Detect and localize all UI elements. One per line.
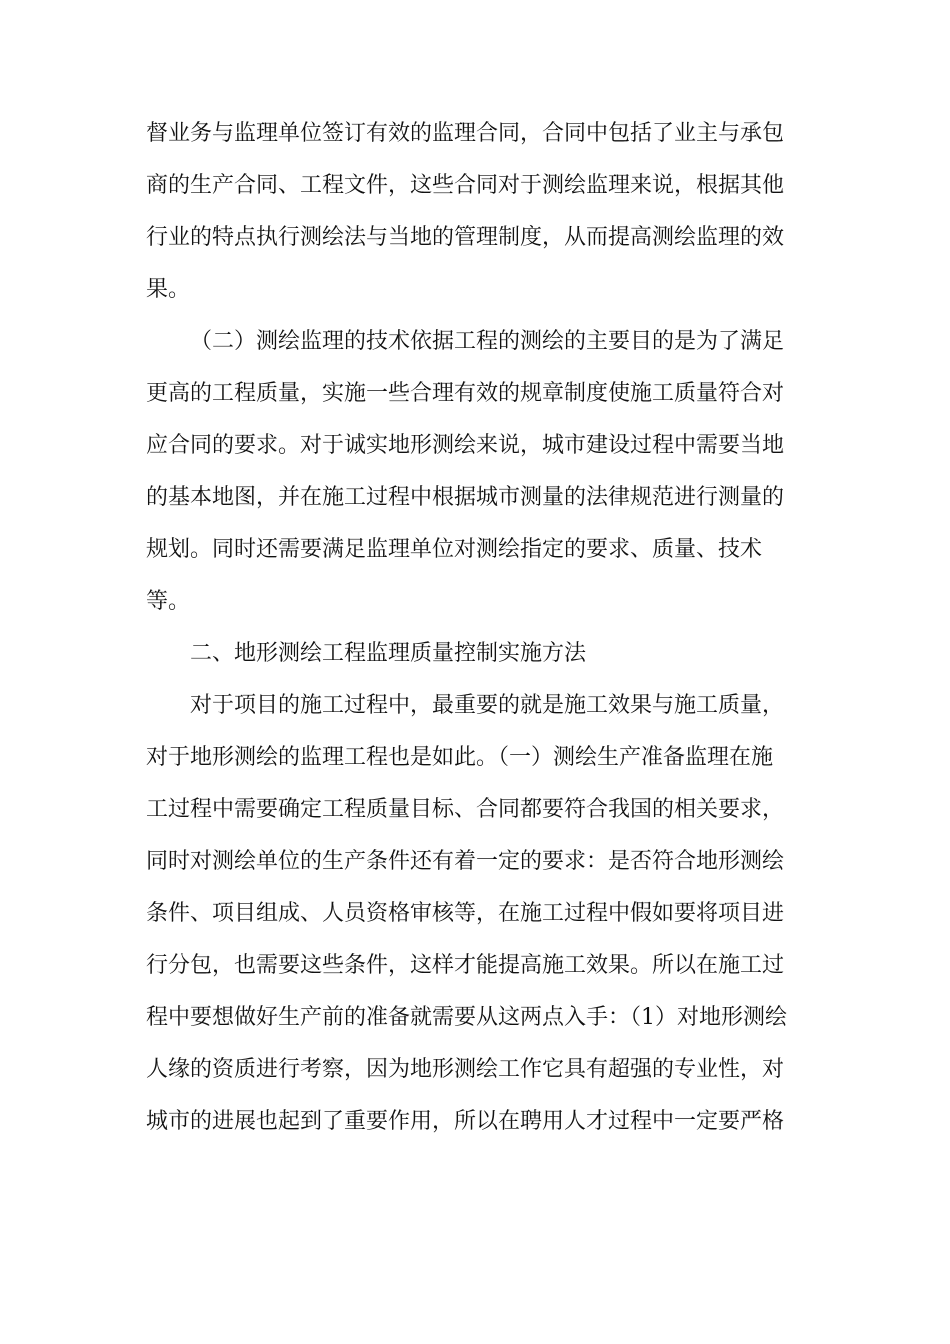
text-line: 城市的进展也起到了重要作用，所以在聘用人才过程中一定要严格 (146, 1109, 785, 1134)
text-line: 行分包，也需要这些条件，这样才能提高施工效果。所以在施工过 (146, 953, 785, 978)
paragraph-start-line: 对于项目的施工过程中，最重要的就是施工效果与施工质量， (190, 693, 785, 718)
section-heading: 二、地形测绘工程监理质量控制实施方法 (190, 641, 587, 666)
text-line: 商的生产合同、工程文件，这些合同对于测绘监理来说，根据其他 (146, 173, 785, 198)
text-line: 更高的工程质量，实施一些合理有效的规章制度使施工质量符合对 (146, 381, 785, 406)
text-line: 等。 (146, 589, 191, 614)
text-line: 工过程中需要确定工程质量目标、合同都要符合我国的相关要求， (146, 797, 785, 822)
text-line: 人缘的资质进行考察，因为地形测绘工作它具有超强的专业性，对 (146, 1057, 785, 1082)
text-line: 程中要想做好生产前的准备就需要从这两点入手：（1）对地形测绘 (146, 1005, 787, 1030)
text-line: 应合同的要求。对于诚实地形测绘来说，城市建设过程中需要当地 (146, 433, 785, 458)
text-line: 对于地形测绘的监理工程也是如此。（一）测绘生产准备监理在施 (146, 745, 774, 770)
text-line: 行业的特点执行测绘法与当地的管理制度，从而提高测绘监理的效 (146, 225, 785, 250)
text-line: 条件、项目组成、人员资格审核等，在施工过程中假如要将项目进 (146, 901, 785, 926)
text-line: 督业务与监理单位签订有效的监理合同，合同中包括了业主与承包 (146, 121, 785, 146)
text-line: 的基本地图，并在施工过程中根据城市测量的法律规范进行测量的 (146, 485, 785, 510)
body-text (146, 108, 810, 1148)
text-line: 果。 (146, 277, 191, 302)
text-line: 规划。同时还需要满足监理单位对测绘指定的要求、质量、技术 (146, 537, 763, 562)
text-line: 同时对测绘单位的生产条件还有着一定的要求：是否符合地形测绘 (146, 849, 785, 874)
paragraph-start-line: （二）测绘监理的技术依据工程的测绘的主要目的是为了满足 (190, 329, 785, 354)
